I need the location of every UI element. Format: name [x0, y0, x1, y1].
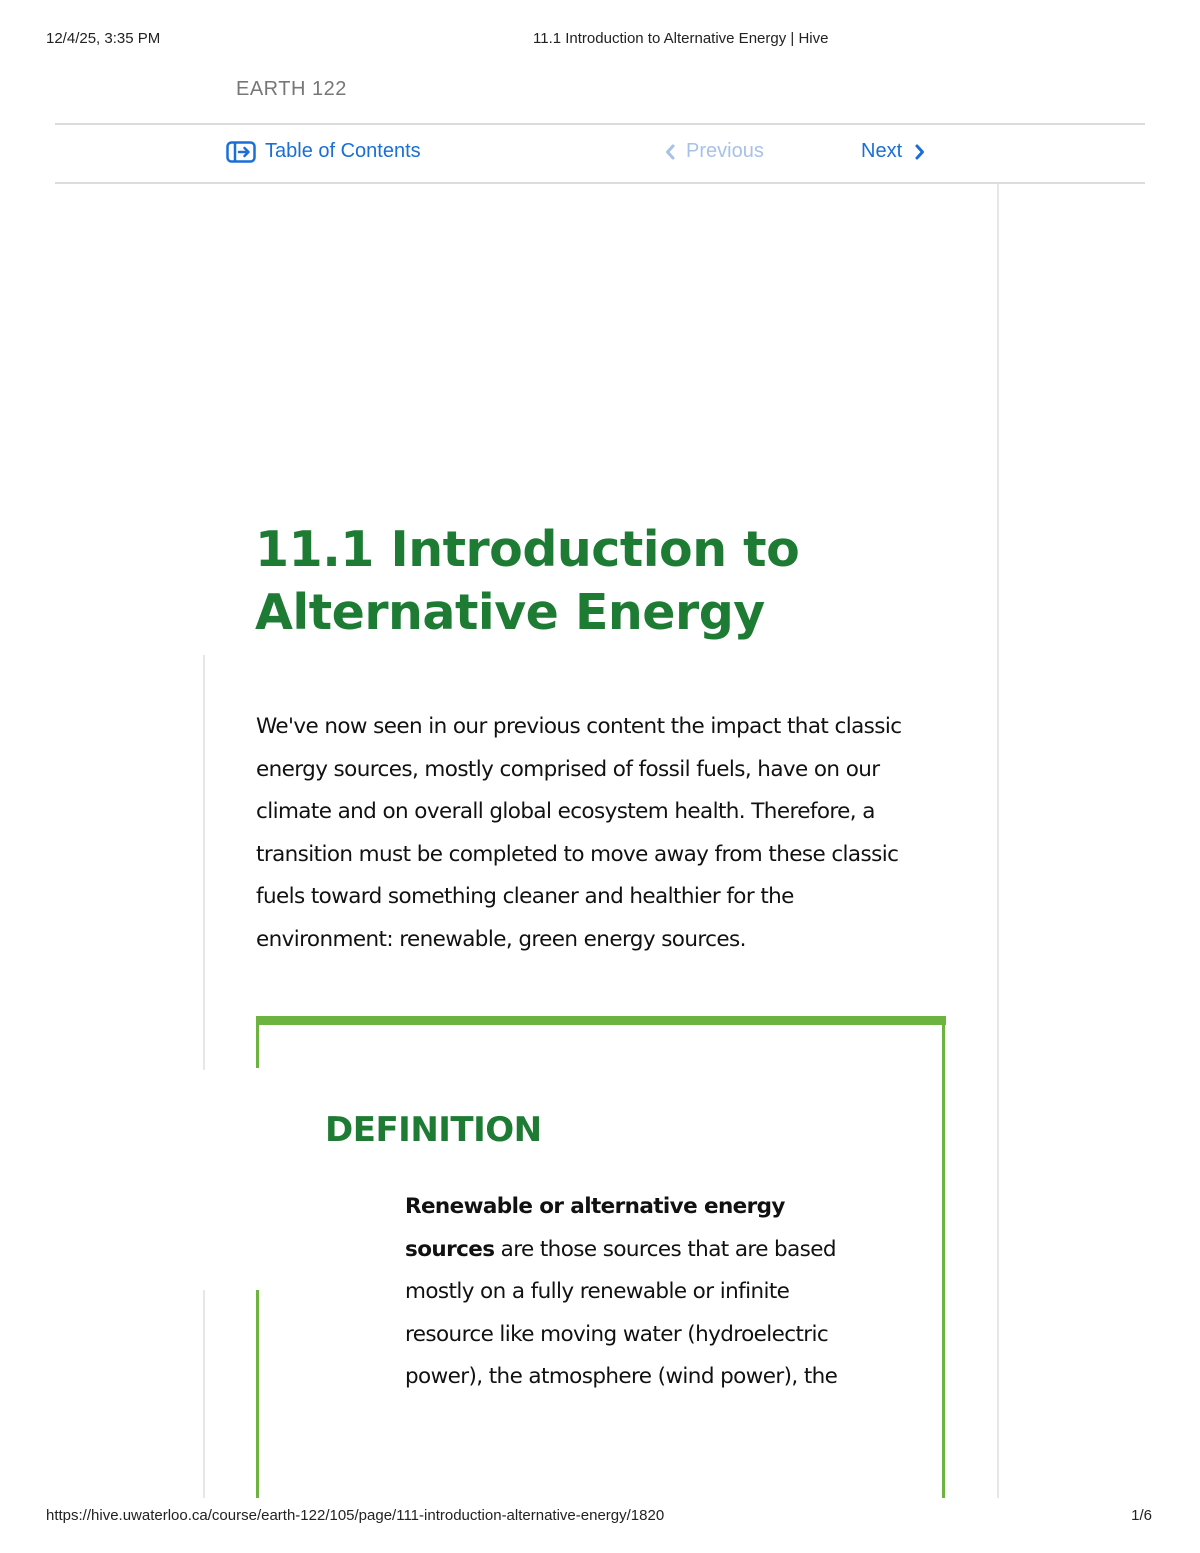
definition-line: resource like moving water (hydroelectric [405, 1321, 829, 1347]
toc-panel-icon [226, 141, 256, 163]
intro-line: climate and on overall global ecosystem health. Therefore, a [256, 799, 875, 824]
definition-heading: DEFINITION [325, 1110, 542, 1150]
intro-line: transition must be completed to move away from these classic [256, 841, 899, 867]
definition-box-left-border [256, 1016, 259, 1068]
previous-label: Previous [686, 140, 764, 162]
intro-paragraph [256, 706, 956, 961]
definition-line: power), the atmosphere (wind power), the [405, 1364, 838, 1389]
definition-line: are those sources that are based [494, 1236, 836, 1262]
definition-term: sources [405, 1236, 495, 1262]
intro-line: fuels toward something cleaner and healthier for the [256, 884, 794, 909]
table-of-contents-label: Table of Contents [265, 140, 421, 162]
page-title-line: 11.1 Introduction to [255, 521, 800, 578]
definition-term: Renewable or alternative energy [405, 1194, 785, 1219]
definition-line: mostly on a fully renewable or infinite [405, 1279, 790, 1304]
next-link[interactable] [861, 140, 926, 163]
nav-bottom-divider [55, 182, 1145, 184]
definition-box-right-border [942, 1016, 945, 1498]
chevron-right-icon [914, 143, 926, 161]
print-url: https://hive.uwaterloo.ca/course/earth-122/105/page/111-introduction-alternative-energy/1820 [46, 1507, 665, 1524]
content-frame-left-border [203, 655, 205, 1070]
nav-top-divider [55, 123, 1145, 125]
intro-line: We've now seen in our previous content the impact that classic [256, 714, 902, 739]
definition-text [405, 1186, 885, 1399]
page-navigation [0, 138, 1200, 170]
previous-link[interactable] [664, 140, 764, 163]
print-page-number: 1/6 [1131, 1507, 1152, 1524]
chevron-left-icon [664, 143, 676, 161]
definition-box-top-border [256, 1016, 946, 1025]
print-doc-title: 11.1 Introduction to Alternative Energy | Hive [533, 30, 829, 47]
page-title [255, 518, 955, 644]
next-label: Next [861, 140, 903, 162]
course-code: EARTH 122 [236, 78, 347, 100]
print-header [0, 30, 1200, 50]
print-footer [0, 1507, 1200, 1527]
content-frame-left-border [203, 1290, 205, 1498]
definition-box-left-border [256, 1290, 259, 1498]
page-title-line: Alternative Energy [255, 584, 765, 641]
content-frame-right-border [997, 184, 999, 1498]
intro-line: energy sources, mostly comprised of fossil fuels, have on our [256, 756, 880, 782]
print-datetime: 12/4/25, 3:35 PM [46, 30, 161, 47]
table-of-contents-link[interactable] [226, 140, 421, 163]
intro-line: environment: renewable, green energy sources. [256, 926, 746, 952]
